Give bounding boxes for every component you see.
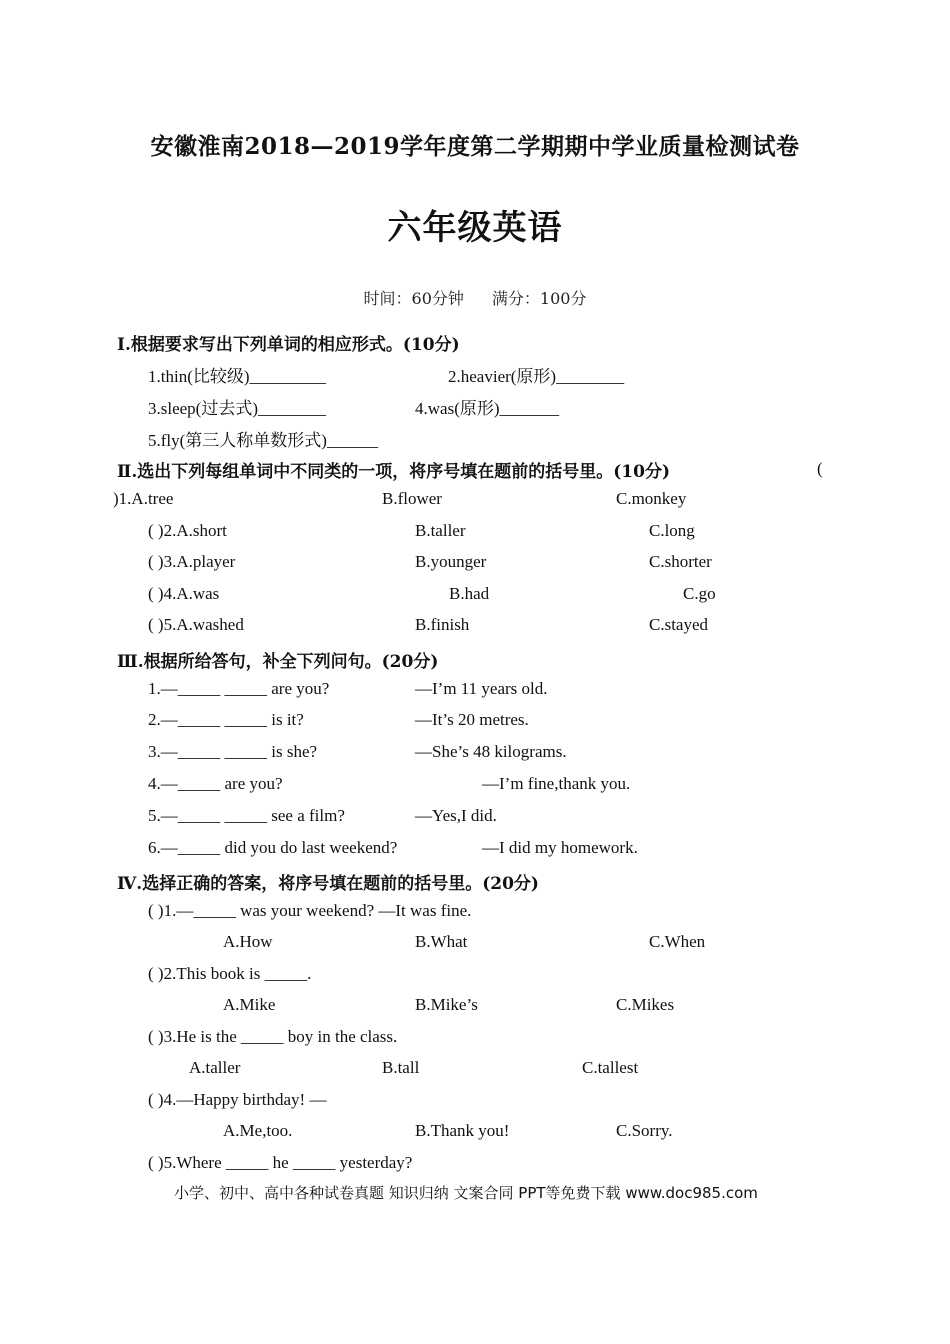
s2-row-2-option-b: B.taller (415, 521, 466, 540)
s1-question-2: 2.heavier(原形)________ (448, 367, 625, 386)
exam-title: 安徽淮南2018—2019学年度第二学期期中学业质量检测试卷 (150, 133, 800, 160)
s1-question-5: 5.fly(第三人称单数形式)______ (148, 431, 378, 450)
s4-q2-option-a: A.Mike (223, 995, 276, 1014)
exam-meta (0, 286, 950, 309)
s1-question-3: 3.sleep(过去式)________ (148, 399, 327, 418)
s4-q2-option-b: B.Mike’s (415, 995, 478, 1014)
s4-q4-option-b: B.Thank you! (415, 1121, 510, 1140)
s2-row-3-option-c: C.shorter (649, 552, 712, 571)
s3-row-2-question: 2.—_____ _____ is it? (148, 710, 304, 729)
footer-watermark-text: 小学、初中、高中各种试卷真题 知识归纳 文案合同 PPT等免费下载 www.doc985.com (174, 1184, 758, 1202)
s4-q4-option-c: C.Sorry. (616, 1121, 673, 1140)
s3-row-1-answer: —I’m 11 years old. (415, 679, 548, 698)
section-4-heading: Ⅳ.选择正确的答案，将序号填在题前的括号里。(20分) (117, 874, 539, 894)
s1-question-1: 1.thin(比较级)_________ (148, 367, 327, 386)
time-limit: 时间：60分钟 (363, 289, 464, 308)
s2-row-3-option-b: B.younger (415, 552, 487, 571)
s3-row-3-question: 3.—_____ _____ is she? (148, 742, 318, 761)
s2-row-3-question: ( )3.A.player (148, 552, 236, 571)
s2-row-2-option-c: C.long (649, 521, 695, 540)
s4-q1-option-a: A.How (223, 932, 273, 951)
s2-row-1-option-b: B.flower (382, 489, 442, 508)
s3-row-3-answer: —She’s 48 kilograms. (415, 742, 567, 761)
section-1-heading: Ⅰ.根据要求写出下列单词的相应形式。(10分) (117, 335, 460, 355)
s4-question-3: ( )3.He is the _____ boy in the class. (148, 1027, 398, 1046)
s2-row-5-question: ( )5.A.washed (148, 615, 244, 634)
s3-row-6-question: 6.—_____ did you do last weekend? (148, 838, 398, 857)
s2-row-4-option-c: C.go (683, 584, 716, 603)
exam-subtitle: 六年级英语 (387, 208, 563, 248)
full-score: 满分：100分 (491, 289, 587, 308)
s2-heading-paren: ( (817, 459, 823, 478)
s3-row-1-question: 1.—_____ _____ are you? (148, 679, 330, 698)
s4-q1-option-b: B.What (415, 932, 468, 951)
s4-question-1: ( )1.—_____ was your weekend? —It was fine. (148, 901, 472, 920)
s2-row-2-question: ( )2.A.short (148, 521, 227, 540)
s2-row-1-question: )1.A.tree (113, 489, 174, 508)
s2-row-1-option-c: C.monkey (616, 489, 687, 508)
s3-row-6-answer: —I did my homework. (482, 838, 638, 857)
s4-q1-option-c: C.When (649, 932, 706, 951)
section-2-heading: Ⅱ.选出下列每组单词中不同类的一项，将序号填在题前的括号里。(10分) (117, 462, 670, 482)
s4-q4-option-a: A.Me,too. (223, 1121, 293, 1140)
s3-row-4-question: 4.—_____ are you? (148, 774, 283, 793)
s3-row-5-question: 5.—_____ _____ see a film? (148, 806, 345, 825)
s3-row-2-answer: —It’s 20 metres. (415, 710, 529, 729)
s2-row-5-option-c: C.stayed (649, 615, 709, 634)
s3-row-4-answer: —I’m fine,thank you. (482, 774, 631, 793)
s2-row-4-question: ( )4.A.was (148, 584, 220, 603)
s4-q3-option-b: B.tall (382, 1058, 420, 1077)
s3-row-5-answer: —Yes,I did. (415, 806, 497, 825)
s4-question-4: ( )4.—Happy birthday! — (148, 1090, 327, 1109)
s4-question-2: ( )2.This book is _____. (148, 964, 312, 983)
section-3-heading: Ⅲ.根据所给答句，补全下列问句。(20分) (117, 652, 439, 672)
s4-question-5: ( )5.Where _____ he _____ yesterday? (148, 1153, 413, 1172)
s4-q3-option-a: A.taller (189, 1058, 241, 1077)
s1-question-4: 4.was(原形)_______ (415, 399, 560, 418)
s2-row-4-option-b: B.had (449, 584, 490, 603)
s2-row-5-option-b: B.finish (415, 615, 470, 634)
s4-q3-option-c: C.tallest (582, 1058, 639, 1077)
s4-q2-option-c: C.Mikes (616, 995, 675, 1014)
